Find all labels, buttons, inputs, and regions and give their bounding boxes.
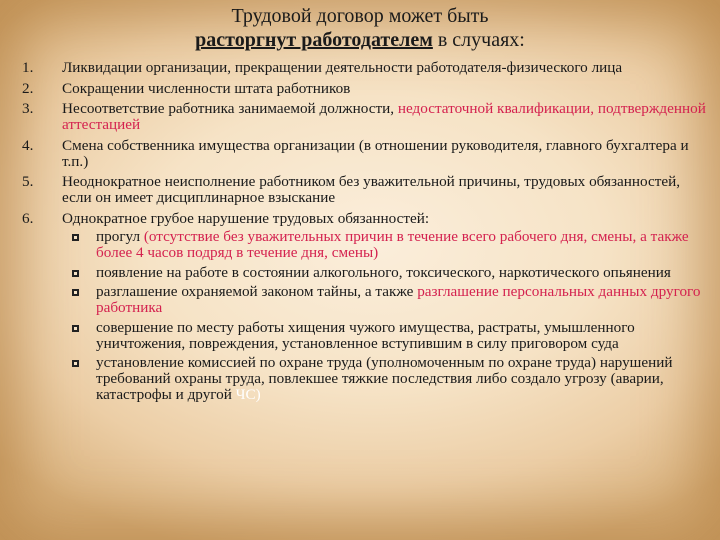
list-item bbox=[22, 81, 708, 97]
square-bullet-icon bbox=[72, 289, 79, 296]
sub-text: появление на работе в состоянии алкогольного, токсического, наркотического опьянения bbox=[96, 263, 671, 281]
sub-text: установление комиссией по охране труда (уполномоченным по охране труда) нарушений требований охраны труда, повлекшее тяжкие последствия либо создало угрозу (аварии, катастрофы и другой bbox=[96, 354, 673, 403]
square-bullet-icon bbox=[72, 234, 79, 241]
sub-text: прогул bbox=[96, 228, 144, 246]
item-text-highlight: недостаточной квалификации, подтвержденной аттестацией bbox=[62, 100, 706, 134]
title-emphasis: расторгнут работодателем bbox=[195, 29, 433, 51]
item-number: 5. bbox=[22, 173, 34, 191]
item-text: Несоответствие работника занимаемой должности, bbox=[62, 100, 398, 118]
square-bullet-icon bbox=[72, 325, 79, 332]
item-text: Однократное грубое нарушение трудовых обязанностей: bbox=[62, 209, 430, 227]
square-bullet-icon bbox=[72, 270, 79, 277]
item-number: 2. bbox=[22, 79, 34, 97]
item-number: 4. bbox=[22, 136, 34, 154]
list-item bbox=[22, 138, 708, 169]
sub-text-tail: ЧС) bbox=[235, 385, 261, 403]
title-line-1: Трудовой договор может быть bbox=[231, 5, 489, 27]
sublist-item bbox=[62, 320, 708, 351]
sub-text: совершение по месту работы хищения чужого имущества, растраты, умышленного уничтожения, повреждения, установленное вступившим в силу приговором суда bbox=[96, 318, 635, 352]
square-bullet-icon bbox=[72, 360, 79, 367]
list-item bbox=[22, 174, 708, 205]
sublist-item bbox=[62, 265, 708, 281]
sublist-item bbox=[62, 229, 708, 260]
item-number: 3. bbox=[22, 100, 34, 118]
termination-grounds-list bbox=[22, 60, 708, 407]
item-text: Ликвидации организации, прекращении деятельности работодателя-физического лица bbox=[62, 59, 623, 76]
list-item bbox=[22, 211, 708, 403]
item-text: Смена собственника имущества организации (в отношении руководителя, главного бухгалтера и т.п.) bbox=[62, 136, 689, 170]
sublist-item bbox=[62, 284, 708, 315]
gross-violation-sublist bbox=[62, 229, 708, 402]
sub-text: разглашение охраняемой законом тайны, а также bbox=[96, 283, 418, 301]
title-line-2 bbox=[0, 28, 720, 52]
sub-text-highlight: (отсутствие без уважительных причин в течение всего рабочего дня, смены, а также более 4 часов подряд в течение дня, смены) bbox=[96, 228, 689, 262]
item-text: Сокращении численности штата работников bbox=[62, 79, 351, 97]
list-item bbox=[22, 60, 708, 76]
sublist-item bbox=[62, 355, 708, 402]
item-text: Неоднократное неисполнение работником без уважительной причины, трудовых обязанностей, если он имеет дисциплинарное взыскание bbox=[62, 173, 681, 206]
list-item bbox=[22, 101, 708, 132]
sub-text-highlight: разглашение персональных данных другого работника bbox=[96, 283, 701, 317]
title-rest: в случаях: bbox=[432, 29, 525, 51]
item-number: 1. bbox=[22, 59, 34, 76]
item-number: 6. bbox=[22, 209, 34, 227]
slide-title bbox=[0, 4, 720, 52]
